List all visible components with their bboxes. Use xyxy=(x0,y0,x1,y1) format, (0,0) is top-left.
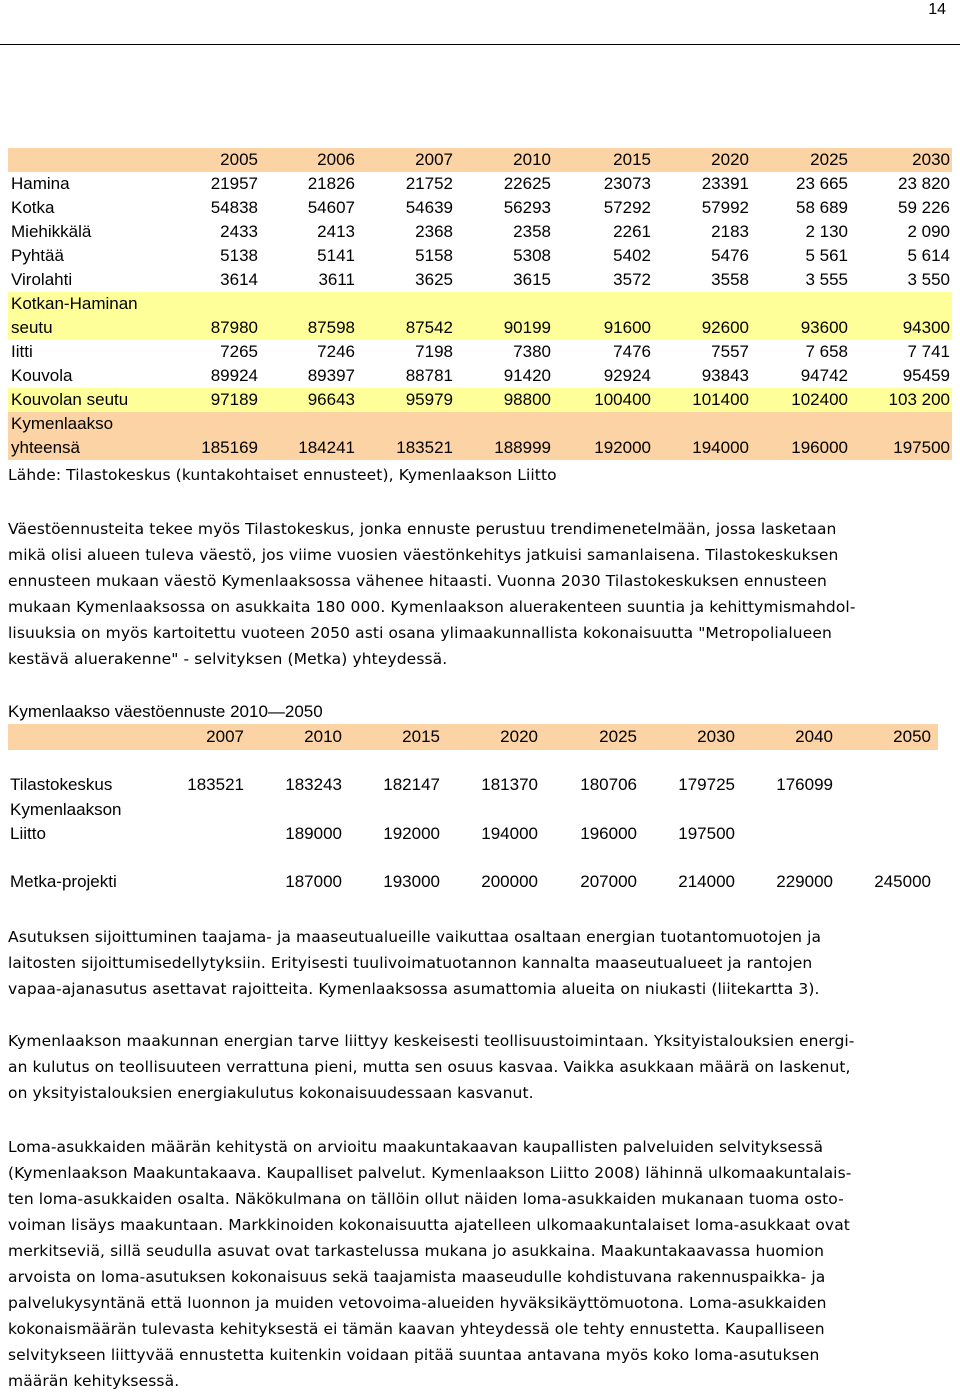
value-cell: 194000 xyxy=(481,824,538,843)
text-line: mukaan Kymenlaaksossa on asukkaita 180 000. Kymenlaakson aluerakenteen suuntia ja kehittymismahdol- xyxy=(8,598,856,616)
table-row xyxy=(8,196,952,220)
value-cell: 5138 xyxy=(220,246,258,265)
value-cell: 88781 xyxy=(405,366,453,385)
value-cell: 2368 xyxy=(415,222,453,241)
value-cell: 176099 xyxy=(776,775,833,794)
text-line: kestävä aluerakenne" - selvityksen (Metka) yhteydessä. xyxy=(8,650,448,668)
row-label: Liitto xyxy=(10,824,46,843)
value-cell: 23391 xyxy=(701,174,749,193)
value-cell: 21752 xyxy=(405,174,453,193)
value-cell: 2 130 xyxy=(805,222,848,241)
header-rule xyxy=(0,44,960,45)
value-cell: 7 658 xyxy=(805,342,848,361)
value-cell: 22625 xyxy=(503,174,551,193)
value-cell: 91420 xyxy=(503,366,551,385)
text-line: Kymenlaakson maakunnan energian tarve liittyy keskeisesti teollisuustoimintaan. Yksityistalouksien energi- xyxy=(8,1032,855,1050)
row-label: Iitti xyxy=(11,342,33,361)
row-label: Pyhtää xyxy=(11,246,64,265)
value-cell: 189000 xyxy=(285,824,342,843)
value-cell: 58 689 xyxy=(796,198,848,217)
row-label: Kotkan-Haminan seutu xyxy=(8,292,156,340)
value-cell: 187000 xyxy=(285,872,342,891)
value-cell: 54639 xyxy=(405,198,453,217)
value-cell: 3572 xyxy=(613,270,651,289)
row-label: Metka-projekti xyxy=(10,872,117,891)
value-cell: 7380 xyxy=(513,342,551,361)
population-table xyxy=(8,148,952,460)
row-label: Hamina xyxy=(11,174,70,193)
year-header: 2010 xyxy=(455,148,553,172)
value-cell: 3614 xyxy=(220,270,258,289)
value-cell: 5308 xyxy=(513,246,551,265)
value-cell: 192000 xyxy=(383,824,440,843)
year-header: 2020 xyxy=(500,727,538,746)
value-cell: 57292 xyxy=(603,198,651,217)
value-cell: 23 820 xyxy=(898,174,950,193)
year-header: 2007 xyxy=(206,727,244,746)
value-cell: 95979 xyxy=(357,388,455,412)
table-header-row xyxy=(8,148,952,172)
table-row xyxy=(8,388,952,412)
value-cell: 181370 xyxy=(481,775,538,794)
value-cell: 5158 xyxy=(415,246,453,265)
value-cell: 89924 xyxy=(210,366,258,385)
page-number: 14 xyxy=(928,1,946,18)
value-cell: 54838 xyxy=(210,198,258,217)
value-cell: 183243 xyxy=(285,775,342,794)
value-cell: 196000 xyxy=(580,824,637,843)
value-cell: 21826 xyxy=(307,174,355,193)
year-header: 2040 xyxy=(795,727,833,746)
header-empty-cell xyxy=(8,148,156,172)
value-cell: 7246 xyxy=(317,342,355,361)
text-line: lisuuksia on myös kartoitettu vuoteen 2050 asti osana ylimaakunnallista kokonaisuutta "Metropolialueen xyxy=(8,624,832,642)
text-line: mikä olisi alueen tuleva väestö, jos viime vuosien väestönkehitys jatkuisi samanlaisena. Tilastokeskuksen xyxy=(8,546,839,564)
value-cell: 21957 xyxy=(210,174,258,193)
text-line: Loma-asukkaiden määrän kehitystä on arvioitu maakuntakaavan kaupallisten palveluiden selvityksessä xyxy=(8,1138,824,1156)
value-cell: 5476 xyxy=(711,246,749,265)
year-header: 2050 xyxy=(893,727,931,746)
value-cell: 101400 xyxy=(653,388,751,412)
value-cell: 59 226 xyxy=(898,198,950,217)
row-label: Tilastokeskus xyxy=(10,775,113,794)
value-cell: 102400 xyxy=(751,388,850,412)
year-header: 2005 xyxy=(156,148,260,172)
table-row xyxy=(8,268,952,292)
value-cell: 3 555 xyxy=(805,270,848,289)
value-cell: 2183 xyxy=(711,222,749,241)
value-cell: 3558 xyxy=(711,270,749,289)
value-cell: 192000 xyxy=(553,412,653,460)
text-line: merkitseviä, sillä seudulla asuvat ovat tarkastelussa mukana jo asukkaina. Maakuntakaavassa huomion xyxy=(8,1242,825,1260)
source-note xyxy=(8,462,956,488)
year-header: 2010 xyxy=(304,727,342,746)
year-header: 2015 xyxy=(402,727,440,746)
value-cell: 182147 xyxy=(383,775,440,794)
value-cell: 96643 xyxy=(260,388,357,412)
value-cell: 188999 xyxy=(455,412,553,460)
paragraph-energy-demand xyxy=(8,1028,956,1106)
row-label: Kotka xyxy=(11,198,55,217)
value-cell: 3615 xyxy=(513,270,551,289)
value-cell: 5 561 xyxy=(805,246,848,265)
value-cell: 23 665 xyxy=(796,174,848,193)
value-cell: 2358 xyxy=(513,222,551,241)
value-cell: 229000 xyxy=(776,872,833,891)
year-header: 2007 xyxy=(357,148,455,172)
value-cell: 180706 xyxy=(580,775,637,794)
forecast-table-title: Kymenlaakso väestöennuste 2010—2050 xyxy=(8,702,323,721)
value-cell: 7198 xyxy=(415,342,453,361)
paragraph-forecast xyxy=(8,516,956,672)
value-cell: 200000 xyxy=(481,872,538,891)
year-header: 2006 xyxy=(260,148,357,172)
value-cell: 92600 xyxy=(653,292,751,340)
value-cell: 94300 xyxy=(850,292,952,340)
text-line: selvitykseen liittyvää ennustetta kuitenkin voidaan pitää suuntaa antavana myös koko loma-asutuksen xyxy=(8,1346,820,1364)
value-cell: 2261 xyxy=(613,222,651,241)
text-line: an kulutus on teollisuuteen verrattuna pieni, mutta sen osuus kasvaa. Vaikka asukkaan määrä on laskenut, xyxy=(8,1058,851,1076)
value-cell: 56293 xyxy=(503,198,551,217)
text-line: Asutuksen sijoittuminen taajama- ja maaseutualueille vaikuttaa osaltaan energian tuotantomuotojen ja xyxy=(8,928,822,946)
row-label: Miehikkälä xyxy=(11,222,92,241)
value-cell: 57992 xyxy=(701,198,749,217)
value-cell: 89397 xyxy=(307,366,355,385)
value-cell: 94742 xyxy=(800,366,848,385)
value-cell: 183521 xyxy=(357,412,455,460)
row-label: Kymenlaakson xyxy=(10,800,122,819)
value-cell: 197500 xyxy=(850,412,952,460)
year-header: 2020 xyxy=(653,148,751,172)
text-line: ten loma-asukkaiden osalta. Näkökulmana on tällöin ollut näiden loma-asukkaiden mukanaan tuoma osto- xyxy=(8,1190,844,1208)
row-label: Kymenlaakso yhteensä xyxy=(8,412,156,460)
value-cell: 179725 xyxy=(678,775,735,794)
text-line: määrän kehityksessä. xyxy=(8,1372,180,1390)
value-cell: 87980 xyxy=(156,292,260,340)
paragraph-holiday-residents xyxy=(8,1134,956,1394)
text-line: ennusteen mukaan väestö Kymenlaaksossa vähenee hitaasti. Vuonna 2030 Tilastokeskuksen ennusteen xyxy=(8,572,827,590)
year-header: 2025 xyxy=(751,148,850,172)
row-label: Kouvola xyxy=(11,366,73,385)
year-header: 2030 xyxy=(697,727,735,746)
value-cell: 2413 xyxy=(317,222,355,241)
value-cell: 197500 xyxy=(678,824,735,843)
value-cell: 7557 xyxy=(711,342,749,361)
table-row xyxy=(8,364,952,388)
table-row xyxy=(8,292,952,340)
value-cell: 93600 xyxy=(751,292,850,340)
value-cell: 93843 xyxy=(701,366,749,385)
value-cell: 98800 xyxy=(455,388,553,412)
value-cell: 100400 xyxy=(553,388,653,412)
source-text: Lähde: Tilastokeskus (kuntakohtaiset ennusteet), Kymenlaakson Liitto xyxy=(8,466,557,484)
text-line: voiman lisäys maakuntaan. Markkinoiden kokonaisuutta ajatelleen ulkomaakuntalaiset loma-asukkaat ovat xyxy=(8,1216,850,1234)
text-line: kokonaismäärän tulevasta kehityksestä ei tämän kaavan yhteydessä ole tehty ennustetta. Kaupalliseen xyxy=(8,1320,825,1338)
value-cell: 23073 xyxy=(603,174,651,193)
value-cell: 3611 xyxy=(318,270,355,289)
table-row xyxy=(8,220,952,244)
text-line: Väestöennusteita tekee myös Tilastokeskus, jonka ennuste perustuu trendimenetelmään, jossa lasketaan xyxy=(8,520,837,538)
value-cell: 5141 xyxy=(317,246,355,265)
forecast-table-header xyxy=(8,724,938,750)
value-cell: 7 741 xyxy=(907,342,950,361)
table-row xyxy=(8,340,952,364)
value-cell: 2 090 xyxy=(907,222,950,241)
row-label: Kouvolan seutu xyxy=(8,388,156,412)
text-line: palvelukysyntänä että luonnon ja muiden vetovoima-alueiden hyväksikäyttömuotona. Loma-asukkaiden xyxy=(8,1294,827,1312)
value-cell: 87598 xyxy=(260,292,357,340)
text-line: arvoista on loma-asutuksen kokonaisuus sekä taajamista maaseudulle kohdistuvana rakennuspaikka- ja xyxy=(8,1268,826,1286)
value-cell: 196000 xyxy=(751,412,850,460)
value-cell: 92924 xyxy=(603,366,651,385)
value-cell: 183521 xyxy=(187,775,244,794)
table-row xyxy=(8,172,952,196)
value-cell: 7476 xyxy=(613,342,651,361)
paragraph-settlement xyxy=(8,924,956,1002)
value-cell: 2433 xyxy=(220,222,258,241)
value-cell: 184241 xyxy=(260,412,357,460)
text-line: vapaa-ajanasutus asettavat rajoitteita. Kymenlaaksossa asumattomia alueita on niukasti (liitekartta 3). xyxy=(8,980,820,998)
year-header: 2030 xyxy=(850,148,952,172)
value-cell: 97189 xyxy=(156,388,260,412)
value-cell: 91600 xyxy=(553,292,653,340)
value-cell: 5 614 xyxy=(907,246,950,265)
value-cell: 3 550 xyxy=(907,270,950,289)
text-line: laitosten sijoittumisedellytyksiin. Erityisesti tuulivoimatuotannon kannalta maaseutualueet ja rantojen xyxy=(8,954,813,972)
value-cell: 207000 xyxy=(580,872,637,891)
value-cell: 7265 xyxy=(220,342,258,361)
value-cell: 103 200 xyxy=(850,388,952,412)
value-cell: 214000 xyxy=(678,872,735,891)
table-row xyxy=(8,412,952,460)
text-line: (Kymenlaakson Maakuntakaava. Kaupalliset palvelut. Kymenlaakson Liitto 2008) lähinnä ulkomaakuntalais- xyxy=(8,1164,852,1182)
value-cell: 90199 xyxy=(455,292,553,340)
value-cell: 194000 xyxy=(653,412,751,460)
value-cell: 3625 xyxy=(415,270,453,289)
value-cell: 87542 xyxy=(357,292,455,340)
value-cell: 245000 xyxy=(874,872,931,891)
value-cell: 95459 xyxy=(902,366,950,385)
year-header: 2025 xyxy=(599,727,637,746)
text-line: on yksityistalouksien energiakulutus kokonaisuudessaan kasvanut. xyxy=(8,1084,534,1102)
value-cell: 5402 xyxy=(613,246,651,265)
year-header: 2015 xyxy=(553,148,653,172)
row-label: Virolahti xyxy=(11,270,73,289)
value-cell: 54607 xyxy=(307,198,355,217)
table-row xyxy=(8,244,952,268)
value-cell: 193000 xyxy=(383,872,440,891)
value-cell: 185169 xyxy=(156,412,260,460)
